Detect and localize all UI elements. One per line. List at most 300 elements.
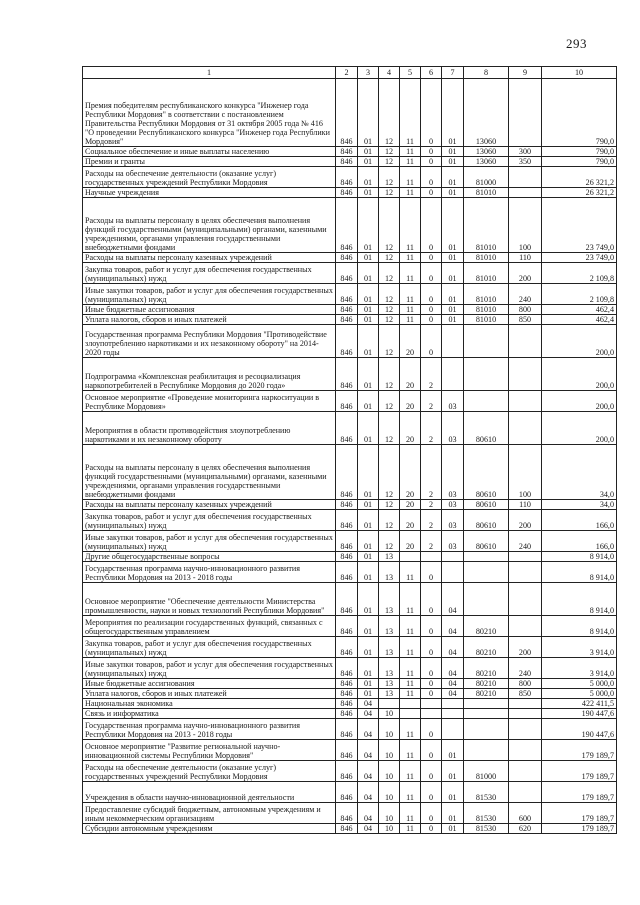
code-expense-type xyxy=(509,761,542,782)
row-amount: 422 411,5 xyxy=(542,699,617,709)
code-event: 01 xyxy=(442,305,464,315)
code-direction: 80210 xyxy=(464,658,509,679)
row-amount: 8 914,0 xyxy=(542,562,617,583)
code-event: 01 xyxy=(442,188,464,198)
code-ministry: 846 xyxy=(336,616,358,637)
row-amount: 26 321,2 xyxy=(542,188,617,198)
code-subprogram: 0 xyxy=(421,782,442,803)
code-program: 11 xyxy=(400,305,421,315)
table-row xyxy=(83,803,617,824)
code-subsection: 10 xyxy=(379,782,400,803)
row-name: Расходы на выплаты персоналу казенных учреждений xyxy=(83,253,336,263)
code-section: 01 xyxy=(358,412,379,445)
row-amount: 200,0 xyxy=(542,358,617,391)
code-subsection: 12 xyxy=(379,445,400,500)
code-ministry: 846 xyxy=(336,263,358,284)
code-event: 03 xyxy=(442,510,464,531)
code-subprogram: 2 xyxy=(421,445,442,500)
table-row xyxy=(83,188,617,198)
code-section: 04 xyxy=(358,761,379,782)
row-name: Премия победителям республиканского конкурса "Инженер года Республики Мордовия" в соответствии с постановлением Правительства Республики Мордовия от 31 октября 2005 года № 416 "О проведении Республиканского конкурса "Инженер года Республики Мордовия" xyxy=(83,79,336,147)
code-expense-type: 100 xyxy=(509,445,542,500)
code-subsection: 13 xyxy=(379,689,400,699)
code-section: 01 xyxy=(358,147,379,157)
code-event: 01 xyxy=(442,824,464,834)
row-name: Премии и гранты xyxy=(83,157,336,167)
code-program: 11 xyxy=(400,689,421,699)
row-name: Расходы на выплаты персоналу казенных учреждений xyxy=(83,500,336,510)
code-subsection: 10 xyxy=(379,719,400,740)
row-name: Государственная программа научно-инновационного развития Республики Мордовия на 2013 - 2018 годы xyxy=(83,719,336,740)
code-event: 01 xyxy=(442,167,464,188)
code-ministry: 846 xyxy=(336,689,358,699)
code-subsection: 12 xyxy=(379,157,400,167)
column-header: 1 xyxy=(83,67,336,79)
row-amount: 5 000,0 xyxy=(542,679,617,689)
code-subsection: 13 xyxy=(379,552,400,562)
code-subprogram: 0 xyxy=(421,188,442,198)
code-event xyxy=(442,709,464,719)
code-expense-type: 110 xyxy=(509,500,542,510)
code-direction: 81010 xyxy=(464,284,509,305)
code-subsection: 12 xyxy=(379,253,400,263)
code-subprogram: 0 xyxy=(421,583,442,616)
row-name: Расходы на обеспечение деятельности (оказание услуг) государственных учреждений Республики Мордовия xyxy=(83,761,336,782)
code-event xyxy=(442,325,464,358)
code-program: 11 xyxy=(400,188,421,198)
code-event: 04 xyxy=(442,658,464,679)
code-direction xyxy=(464,562,509,583)
code-section: 01 xyxy=(358,679,379,689)
code-subprogram: 0 xyxy=(421,284,442,305)
code-section: 04 xyxy=(358,699,379,709)
column-header: 9 xyxy=(509,67,542,79)
row-name: Мероприятия по реализации государственных функций, связанных с общегосударственным управлением xyxy=(83,616,336,637)
row-name: Национальная экономика xyxy=(83,699,336,709)
header-row xyxy=(83,67,617,79)
row-name: Учреждения в области научно-инновационной деятельности xyxy=(83,782,336,803)
code-subprogram: 0 xyxy=(421,761,442,782)
code-subprogram: 0 xyxy=(421,740,442,761)
table-row xyxy=(83,445,617,500)
code-section: 01 xyxy=(358,391,379,412)
code-program: 11 xyxy=(400,562,421,583)
code-subsection: 13 xyxy=(379,679,400,689)
code-section: 04 xyxy=(358,824,379,834)
row-amount: 34,0 xyxy=(542,500,617,510)
code-section: 01 xyxy=(358,616,379,637)
code-subprogram: 0 xyxy=(421,253,442,263)
code-expense-type: 850 xyxy=(509,315,542,325)
row-name: Уплата налогов, сборов и иных платежей xyxy=(83,689,336,699)
code-section: 01 xyxy=(358,562,379,583)
code-expense-type: 110 xyxy=(509,253,542,263)
code-subsection: 10 xyxy=(379,740,400,761)
table-row xyxy=(83,412,617,445)
table-row xyxy=(83,79,617,147)
row-amount: 200,0 xyxy=(542,412,617,445)
code-event: 03 xyxy=(442,412,464,445)
code-event: 04 xyxy=(442,637,464,658)
code-expense-type xyxy=(509,709,542,719)
code-ministry: 846 xyxy=(336,412,358,445)
code-ministry: 846 xyxy=(336,637,358,658)
code-expense-type: 200 xyxy=(509,637,542,658)
code-section: 01 xyxy=(358,325,379,358)
code-event: 01 xyxy=(442,761,464,782)
table-row xyxy=(83,253,617,263)
code-program: 11 xyxy=(400,782,421,803)
row-name: Основное мероприятие «Проведение мониторинга наркоситуации в Республике Мордовия» xyxy=(83,391,336,412)
code-ministry: 846 xyxy=(336,583,358,616)
code-direction: 81530 xyxy=(464,824,509,834)
code-direction: 81010 xyxy=(464,315,509,325)
code-subprogram: 2 xyxy=(421,412,442,445)
code-ministry: 846 xyxy=(336,500,358,510)
code-section: 04 xyxy=(358,719,379,740)
code-program: 11 xyxy=(400,761,421,782)
code-program: 11 xyxy=(400,583,421,616)
code-expense-type: 800 xyxy=(509,305,542,315)
code-direction xyxy=(464,358,509,391)
column-header: 2 xyxy=(336,67,358,79)
code-ministry: 846 xyxy=(336,531,358,552)
code-subprogram: 2 xyxy=(421,391,442,412)
row-amount: 179 189,7 xyxy=(542,740,617,761)
code-program: 11 xyxy=(400,616,421,637)
code-program: 20 xyxy=(400,445,421,500)
code-section: 01 xyxy=(358,253,379,263)
code-ministry: 846 xyxy=(336,188,358,198)
code-direction: 80610 xyxy=(464,445,509,500)
row-amount: 190 447,6 xyxy=(542,719,617,740)
code-subprogram: 0 xyxy=(421,719,442,740)
code-subprogram: 0 xyxy=(421,79,442,147)
row-name: Расходы на выплаты персоналу в целях обеспечения выполнения функций государственными (муниципальными) органами, казенными учреждениями, органами управления государственными внебюджетными фондами xyxy=(83,445,336,500)
row-amount: 26 321,2 xyxy=(542,167,617,188)
code-event: 04 xyxy=(442,616,464,637)
code-program: 11 xyxy=(400,679,421,689)
table-row xyxy=(83,552,617,562)
row-name: Закупка товаров, работ и услуг для обеспечения государственных (муниципальных) нужд xyxy=(83,263,336,284)
code-ministry: 846 xyxy=(336,198,358,253)
code-section: 01 xyxy=(358,637,379,658)
code-ministry: 846 xyxy=(336,445,358,500)
code-ministry: 846 xyxy=(336,679,358,689)
code-direction: 13060 xyxy=(464,79,509,147)
code-program xyxy=(400,709,421,719)
code-subsection: 12 xyxy=(379,167,400,188)
row-amount: 462,4 xyxy=(542,315,617,325)
code-direction: 80610 xyxy=(464,412,509,445)
code-expense-type xyxy=(509,188,542,198)
code-program: 20 xyxy=(400,510,421,531)
code-expense-type xyxy=(509,325,542,358)
code-subprogram: 0 xyxy=(421,263,442,284)
code-expense-type: 100 xyxy=(509,198,542,253)
code-program: 20 xyxy=(400,358,421,391)
code-subsection: 13 xyxy=(379,583,400,616)
code-section: 01 xyxy=(358,188,379,198)
row-name: Иные бюджетные ассигнования xyxy=(83,305,336,315)
code-direction: 81010 xyxy=(464,253,509,263)
row-name: Субсидии автономным учреждениям xyxy=(83,824,336,834)
row-amount: 166,0 xyxy=(542,531,617,552)
code-program: 11 xyxy=(400,79,421,147)
code-expense-type xyxy=(509,562,542,583)
code-direction: 81530 xyxy=(464,782,509,803)
row-amount: 190 447,6 xyxy=(542,709,617,719)
row-name: Расходы на обеспечение деятельности (оказание услуг) государственных учреждений Республики Мордовия xyxy=(83,167,336,188)
code-subprogram: 2 xyxy=(421,358,442,391)
code-ministry: 846 xyxy=(336,824,358,834)
code-subsection: 10 xyxy=(379,761,400,782)
row-name: Социальное обеспечение и иные выплаты населению xyxy=(83,147,336,157)
code-event: 01 xyxy=(442,284,464,305)
code-program: 11 xyxy=(400,315,421,325)
code-direction: 81530 xyxy=(464,803,509,824)
table-row xyxy=(83,391,617,412)
code-section: 01 xyxy=(358,79,379,147)
row-amount: 23 749,0 xyxy=(542,253,617,263)
table-row xyxy=(83,510,617,531)
code-event xyxy=(442,552,464,562)
row-name: Закупка товаров, работ и услуг для обеспечения государственных (муниципальных) нужд xyxy=(83,637,336,658)
code-direction xyxy=(464,583,509,616)
code-event: 01 xyxy=(442,803,464,824)
code-section: 01 xyxy=(358,263,379,284)
code-ministry: 846 xyxy=(336,391,358,412)
code-event: 01 xyxy=(442,315,464,325)
row-amount: 462,4 xyxy=(542,305,617,315)
code-subprogram xyxy=(421,709,442,719)
table-row xyxy=(83,325,617,358)
row-name: Подпрограмма «Комплексная реабилитация и ресоциализация наркопотребителей в Республике Мордовия до 2020 года» xyxy=(83,358,336,391)
code-event xyxy=(442,719,464,740)
code-event xyxy=(442,358,464,391)
code-program: 11 xyxy=(400,198,421,253)
code-section: 01 xyxy=(358,284,379,305)
row-name: Научные учреждения xyxy=(83,188,336,198)
code-direction: 81000 xyxy=(464,761,509,782)
code-expense-type xyxy=(509,391,542,412)
code-subprogram: 2 xyxy=(421,531,442,552)
code-event: 03 xyxy=(442,391,464,412)
code-direction: 81010 xyxy=(464,188,509,198)
row-name: Уплата налогов, сборов и иных платежей xyxy=(83,315,336,325)
code-subprogram: 0 xyxy=(421,325,442,358)
code-subprogram: 0 xyxy=(421,616,442,637)
code-ministry: 846 xyxy=(336,709,358,719)
code-subprogram: 0 xyxy=(421,147,442,157)
code-subsection: 12 xyxy=(379,391,400,412)
code-event xyxy=(442,699,464,709)
table-row xyxy=(83,583,617,616)
code-direction: 80210 xyxy=(464,637,509,658)
code-program: 11 xyxy=(400,253,421,263)
code-program: 11 xyxy=(400,803,421,824)
row-amount: 5 000,0 xyxy=(542,689,617,699)
table-row xyxy=(83,358,617,391)
row-amount: 8 914,0 xyxy=(542,552,617,562)
code-ministry: 846 xyxy=(336,740,358,761)
code-direction: 81010 xyxy=(464,305,509,315)
table-row xyxy=(83,198,617,253)
code-ministry: 846 xyxy=(336,325,358,358)
code-direction xyxy=(464,709,509,719)
code-subprogram: 0 xyxy=(421,157,442,167)
code-subsection: 10 xyxy=(379,824,400,834)
code-ministry: 846 xyxy=(336,284,358,305)
code-expense-type: 600 xyxy=(509,803,542,824)
code-section: 01 xyxy=(358,500,379,510)
code-subprogram: 0 xyxy=(421,689,442,699)
code-ministry: 846 xyxy=(336,658,358,679)
code-event: 04 xyxy=(442,583,464,616)
code-event: 03 xyxy=(442,500,464,510)
code-section: 01 xyxy=(358,689,379,699)
table-row xyxy=(83,761,617,782)
row-amount: 8 914,0 xyxy=(542,616,617,637)
code-program: 11 xyxy=(400,167,421,188)
code-subsection: 12 xyxy=(379,510,400,531)
code-direction: 80610 xyxy=(464,531,509,552)
code-ministry: 846 xyxy=(336,719,358,740)
code-section: 01 xyxy=(358,305,379,315)
row-name: Основное мероприятие "Развитие региональной научно-инновационной системы Республики Мордовия" xyxy=(83,740,336,761)
code-subsection: 12 xyxy=(379,531,400,552)
row-amount: 179 189,7 xyxy=(542,782,617,803)
code-direction xyxy=(464,740,509,761)
code-subsection: 13 xyxy=(379,562,400,583)
code-expense-type xyxy=(509,699,542,709)
code-ministry: 846 xyxy=(336,782,358,803)
code-subsection: 12 xyxy=(379,315,400,325)
column-header: 3 xyxy=(358,67,379,79)
code-expense-type: 620 xyxy=(509,824,542,834)
code-expense-type xyxy=(509,719,542,740)
code-ministry: 846 xyxy=(336,562,358,583)
column-header: 10 xyxy=(542,67,617,79)
code-ministry: 846 xyxy=(336,167,358,188)
table-row xyxy=(83,500,617,510)
row-amount: 3 914,0 xyxy=(542,658,617,679)
code-subprogram: 0 xyxy=(421,305,442,315)
code-event: 01 xyxy=(442,740,464,761)
code-subsection: 12 xyxy=(379,79,400,147)
code-ministry: 846 xyxy=(336,510,358,531)
code-expense-type: 800 xyxy=(509,679,542,689)
code-section: 01 xyxy=(358,445,379,500)
code-program: 11 xyxy=(400,637,421,658)
table-row xyxy=(83,157,617,167)
row-amount: 2 109,8 xyxy=(542,284,617,305)
code-subprogram: 0 xyxy=(421,167,442,188)
code-program: 11 xyxy=(400,157,421,167)
code-section: 01 xyxy=(358,358,379,391)
row-amount: 23 749,0 xyxy=(542,198,617,253)
table-row xyxy=(83,147,617,157)
code-subprogram: 2 xyxy=(421,500,442,510)
code-subsection: 10 xyxy=(379,803,400,824)
code-event: 01 xyxy=(442,147,464,157)
code-event: 01 xyxy=(442,782,464,803)
code-subsection: 12 xyxy=(379,500,400,510)
code-section: 04 xyxy=(358,709,379,719)
row-name: Закупка товаров, работ и услуг для обеспечения государственных (муниципальных) нужд xyxy=(83,510,336,531)
table-row xyxy=(83,315,617,325)
code-direction: 81010 xyxy=(464,198,509,253)
code-ministry: 846 xyxy=(336,803,358,824)
code-direction: 81010 xyxy=(464,263,509,284)
code-subsection: 13 xyxy=(379,616,400,637)
code-event xyxy=(442,562,464,583)
code-section: 01 xyxy=(358,510,379,531)
code-program: 20 xyxy=(400,531,421,552)
code-subsection: 12 xyxy=(379,358,400,391)
code-expense-type: 240 xyxy=(509,658,542,679)
table-row xyxy=(83,531,617,552)
row-amount: 179 189,7 xyxy=(542,824,617,834)
code-section: 01 xyxy=(358,198,379,253)
row-amount: 790,0 xyxy=(542,157,617,167)
code-event: 01 xyxy=(442,198,464,253)
code-direction: 13060 xyxy=(464,157,509,167)
budget-table xyxy=(82,66,617,834)
code-expense-type: 240 xyxy=(509,531,542,552)
code-expense-type xyxy=(509,167,542,188)
row-amount: 200,0 xyxy=(542,325,617,358)
code-direction xyxy=(464,719,509,740)
code-program: 20 xyxy=(400,325,421,358)
code-subsection: 12 xyxy=(379,263,400,284)
code-program: 11 xyxy=(400,719,421,740)
code-program: 11 xyxy=(400,658,421,679)
code-event: 01 xyxy=(442,157,464,167)
code-program: 11 xyxy=(400,740,421,761)
row-name: Расходы на выплаты персоналу в целях обеспечения выполнения функций государственными (муниципальными) органами, казенными учреждениями, органами управления государственными внебюджетными фондами xyxy=(83,198,336,253)
code-section: 04 xyxy=(358,740,379,761)
code-subsection: 12 xyxy=(379,188,400,198)
code-section: 04 xyxy=(358,803,379,824)
code-program xyxy=(400,552,421,562)
code-event: 04 xyxy=(442,689,464,699)
code-section: 01 xyxy=(358,167,379,188)
code-subprogram: 0 xyxy=(421,824,442,834)
table-row xyxy=(83,709,617,719)
code-direction: 80210 xyxy=(464,689,509,699)
table-row xyxy=(83,305,617,315)
code-ministry: 846 xyxy=(336,253,358,263)
row-amount: 200,0 xyxy=(542,391,617,412)
code-subprogram: 0 xyxy=(421,803,442,824)
code-direction xyxy=(464,552,509,562)
row-amount: 2 109,8 xyxy=(542,263,617,284)
row-name: Иные закупки товаров, работ и услуг для обеспечения государственных (муниципальных) нужд xyxy=(83,658,336,679)
code-program: 20 xyxy=(400,391,421,412)
code-subprogram: 2 xyxy=(421,510,442,531)
code-direction: 80210 xyxy=(464,616,509,637)
row-name: Иные закупки товаров, работ и услуг для обеспечения государственных (муниципальных) нужд xyxy=(83,531,336,552)
code-program: 11 xyxy=(400,284,421,305)
code-subprogram: 0 xyxy=(421,658,442,679)
row-amount: 3 914,0 xyxy=(542,637,617,658)
code-subsection: 13 xyxy=(379,658,400,679)
table-row xyxy=(83,263,617,284)
code-subsection: 12 xyxy=(379,305,400,315)
code-section: 04 xyxy=(358,782,379,803)
code-subsection xyxy=(379,699,400,709)
